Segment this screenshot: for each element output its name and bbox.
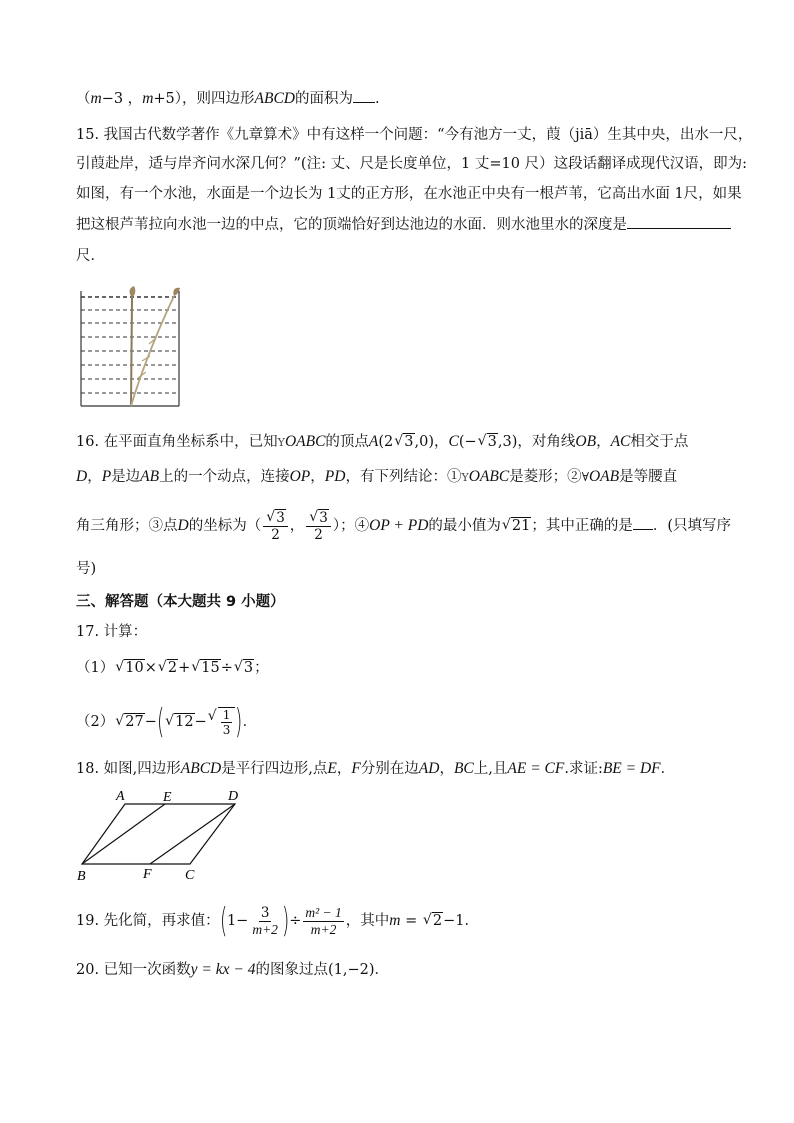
pool-reed-figure — [76, 286, 186, 412]
equation: AE = CF — [507, 760, 565, 777]
text: ÷ — [220, 660, 233, 676]
q14-tail-line — [76, 88, 718, 109]
point-label: D — [76, 468, 88, 485]
text: 上,且 — [473, 761, 508, 777]
equation: BE = DF — [602, 760, 661, 777]
text: 18. 如图,四边形 — [76, 761, 181, 777]
text: ． — [374, 962, 390, 978]
q15-line-2: 引葭赴岸，适与岸齐问水深几何？”(注: 丈、尺是长度单位，1 丈=10 尺）这段话翻译成现代汉语，即为: — [76, 156, 747, 172]
sqrt: √ 3 — [477, 433, 497, 450]
text: ．(只填写序 — [652, 518, 732, 534]
q17-sub-2: （2） √ 27−( √ 12− √ $\frac{1}{3}$ )． — [76, 702, 258, 742]
point: (1,−2) — [327, 962, 375, 978]
sqrt-fraction: √ $\frac{1}{3}$ — [208, 700, 236, 744]
label-C: C — [185, 868, 195, 883]
fraction: $\frac{3}{m+2}$ — [252, 904, 278, 937]
var-m: m — [142, 90, 154, 107]
q16-line-4: 号) — [76, 561, 97, 577]
text: （2） — [76, 714, 115, 730]
text: .求证: — [564, 761, 603, 777]
text: ， — [289, 518, 305, 534]
answer-blank — [627, 214, 731, 229]
q15-line-4 — [76, 214, 718, 235]
text: −1． — [443, 913, 479, 929]
answer-blank — [633, 515, 653, 530]
sqrt: √ 3 — [394, 433, 414, 450]
point-label: E — [327, 760, 337, 777]
pool-walls — [81, 291, 179, 406]
q15-line-3: 如图，有一个水池，水面是一个边长为 1丈的正方形，在水池正中央有一根芦苇，它高出水面 1尺，如果 — [76, 186, 742, 202]
sqrt: √ 2 — [157, 659, 178, 676]
text: 16. 在平面直角坐标系中，已知 — [76, 434, 278, 450]
reed-straight — [130, 286, 136, 406]
q15-line-1: 15. 我国古代数学著作《九章算术》中有这样一个问题：“今有池方一丈，葭（jiā）生其中央，出水一尺， — [76, 127, 753, 143]
text: ， — [336, 761, 352, 777]
shape-name: OABC — [284, 433, 326, 450]
text: ； — [254, 660, 269, 676]
q17-sub-1 — [76, 658, 718, 678]
text: 上的一个动点，连接 — [159, 469, 290, 485]
segment-label: AB — [140, 468, 160, 485]
text: 分别在边 — [360, 761, 419, 777]
text: ， — [310, 469, 325, 485]
parallelogram-lines — [82, 804, 235, 864]
text: 的坐标为（ — [188, 518, 262, 534]
text: 的面积为 — [294, 91, 353, 107]
text: ，其中 — [345, 913, 390, 929]
text: ， — [434, 434, 449, 450]
text: 是等腰直 — [619, 469, 678, 485]
segment-label: OP — [289, 468, 311, 485]
parallelogram-figure — [70, 786, 250, 886]
label-D: D — [228, 789, 239, 804]
text: 20. 已知一次函数 — [76, 962, 191, 978]
text: 把这根芦苇拉向水池一边的中点，它的顶端恰好到达池边的水面．则水池里水的深度是 — [76, 217, 627, 233]
text: (− — [458, 434, 477, 450]
q20-line — [76, 960, 718, 980]
sqrt: √ 15 — [191, 659, 220, 676]
sqrt: √ 27 — [115, 713, 144, 730]
text: (2 — [378, 434, 394, 450]
text: +5），则四边形 — [153, 91, 255, 107]
text: 的图象过点 — [255, 962, 328, 978]
expression: OP + PD — [369, 517, 429, 534]
var-m: m — [90, 90, 102, 107]
fraction: $\frac{\text{m² − 1}}{m+2}$ — [305, 904, 342, 937]
fraction: √ 3 2 — [263, 509, 288, 543]
q16-line-3 — [76, 506, 732, 546]
section-heading: 三、解答题（本大题共 9 小题） — [76, 594, 285, 610]
label-F: F — [143, 867, 152, 882]
shape-name: ABCD — [254, 90, 295, 107]
text: 是菱形；② — [509, 469, 582, 485]
reed-bent — [131, 288, 180, 406]
q16-line-1 — [76, 432, 718, 453]
water-lines — [81, 297, 179, 393]
sqrt: √ 12 — [165, 713, 194, 730]
text: 角三角形；③点 — [76, 518, 178, 534]
text: 是边 — [111, 469, 141, 485]
sqrt: √ 2 — [422, 912, 443, 929]
point-label: A — [368, 433, 379, 450]
text: ， — [87, 469, 102, 485]
fraction: √ 3 2 — [306, 509, 331, 543]
sqrt: √ 3 — [233, 659, 254, 676]
equation: y = kx − 4 — [190, 961, 256, 978]
shape-name: OABC — [468, 468, 510, 485]
q18-line — [76, 759, 718, 779]
parallelogram-symbol: Y — [461, 471, 469, 484]
segment-label: AC — [610, 433, 631, 450]
text: ． — [660, 761, 676, 777]
q17-title: 17. 计算： — [76, 624, 148, 640]
q19-line: 19. 先化简，再求值：(1− $\frac{3}{m+2}$ )÷ $\frac{\text{m² − 1}}{m+2}$ ，其中m = √ 2−1． — [76, 898, 718, 944]
text: 的最小值为 — [428, 518, 501, 534]
text: ,0) — [414, 434, 434, 450]
text: ， — [439, 761, 454, 777]
segment-label: OB — [575, 433, 597, 450]
text: 19. 先化简，再求值： — [76, 913, 220, 929]
text: ， — [596, 434, 611, 450]
text: ,3) — [497, 434, 518, 450]
label-A: A — [116, 789, 125, 804]
var-m: m — [389, 912, 401, 929]
q16-line-2 — [76, 467, 718, 488]
text: − — [144, 714, 157, 730]
point-label: F — [351, 760, 361, 777]
text: ． — [242, 714, 258, 730]
shape-name: OAB — [588, 468, 620, 485]
point-label: P — [101, 468, 112, 485]
text: 是平行四边形,点 — [221, 761, 328, 777]
text: ，有下列结论：① — [345, 469, 462, 485]
text: 的顶点 — [325, 434, 369, 450]
text: （1） — [76, 660, 115, 676]
text: + — [178, 660, 191, 676]
label-B: B — [77, 869, 86, 884]
text: − — [194, 714, 207, 730]
segment-label: AD — [418, 760, 440, 777]
point-label: D — [177, 517, 189, 534]
triangle-symbol: ∀ — [581, 470, 589, 484]
text: . — [374, 91, 380, 107]
text: −3 ， — [101, 91, 143, 107]
text: ）；④ — [332, 518, 370, 534]
text: 相交于点 — [630, 434, 689, 450]
sqrt: √ 10 — [115, 659, 144, 676]
text: ；其中正确的是 — [531, 518, 633, 534]
q15-line-5: 尺． — [76, 248, 105, 264]
text: × — [144, 660, 157, 676]
shape-name: ABCD — [180, 760, 222, 777]
segment-label: PD — [324, 468, 346, 485]
parallelogram-symbol: Y — [277, 436, 285, 449]
segment-label: BC — [453, 760, 474, 777]
text: ，对角线 — [517, 434, 576, 450]
label-E: E — [163, 790, 172, 805]
answer-blank — [353, 88, 375, 103]
sqrt: √ 21 — [501, 517, 531, 534]
text: （ — [76, 91, 91, 107]
point-label: C — [448, 433, 459, 450]
